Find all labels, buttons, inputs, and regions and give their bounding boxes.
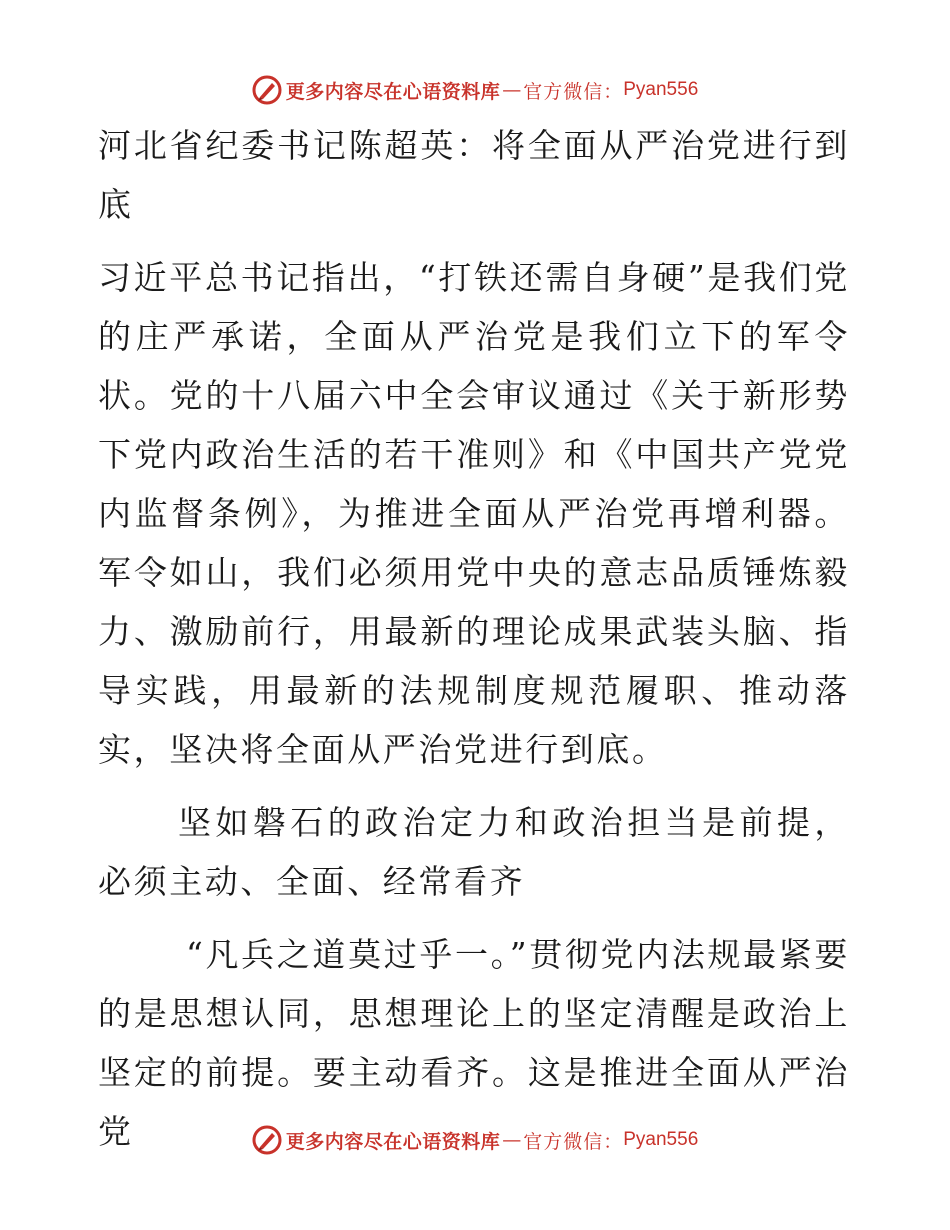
document-title: 河北省纪委书记陈超英：将全面从严治党进行到底 — [98, 126, 850, 224]
document-body — [98, 116, 850, 1161]
footer-banner — [0, 1120, 950, 1160]
banner-dash: — — [502, 79, 522, 101]
paragraph: 习近平总书记指出，“打铁还需自身硬”是我们党的庄严承诺，全面从严治党是我们立下的军令状。党的十八届六中全会审议通过《关于新形势下党内政治生活的若干准则》和《中国共产党党内监督条例》，为推进全面从严治党再增利器。军令如山，我们必须用党中央的意志品质锤炼毅力、激励前行，用最新的理论成果武装头脑、指导实践，用最新的法规制度规范履职、推动落实，坚决将全面从严治党进行到底。 — [98, 258, 850, 769]
section-heading: 坚如磐石的政治定力和政治担当是前提，必须主动、全面、经常看齐 — [98, 803, 850, 901]
banner-main-text: 更多内容尽在心语资料库 — [285, 80, 501, 103]
banner-wechat-id: Pyan556 — [623, 1129, 699, 1150]
banner-main-text: 更多内容尽在心语资料库 — [285, 1130, 501, 1153]
pen-logo-icon — [252, 1125, 282, 1155]
banner-dash: — — [502, 1129, 522, 1151]
header-banner — [0, 70, 950, 110]
banner-wechat-id: Pyan556 — [623, 79, 699, 100]
banner-wechat-label: 官方微信： — [523, 80, 624, 103]
banner-wechat-label: 官方微信： — [523, 1130, 624, 1153]
paragraph: “凡兵之道莫过乎一。”贯彻党内法规最紧要的是思想认同，思想理论上的坚定清醒是政治上坚定的前提。要主动看齐。这是推进全面从严治党 — [98, 935, 850, 1151]
pen-logo-icon — [252, 75, 282, 105]
